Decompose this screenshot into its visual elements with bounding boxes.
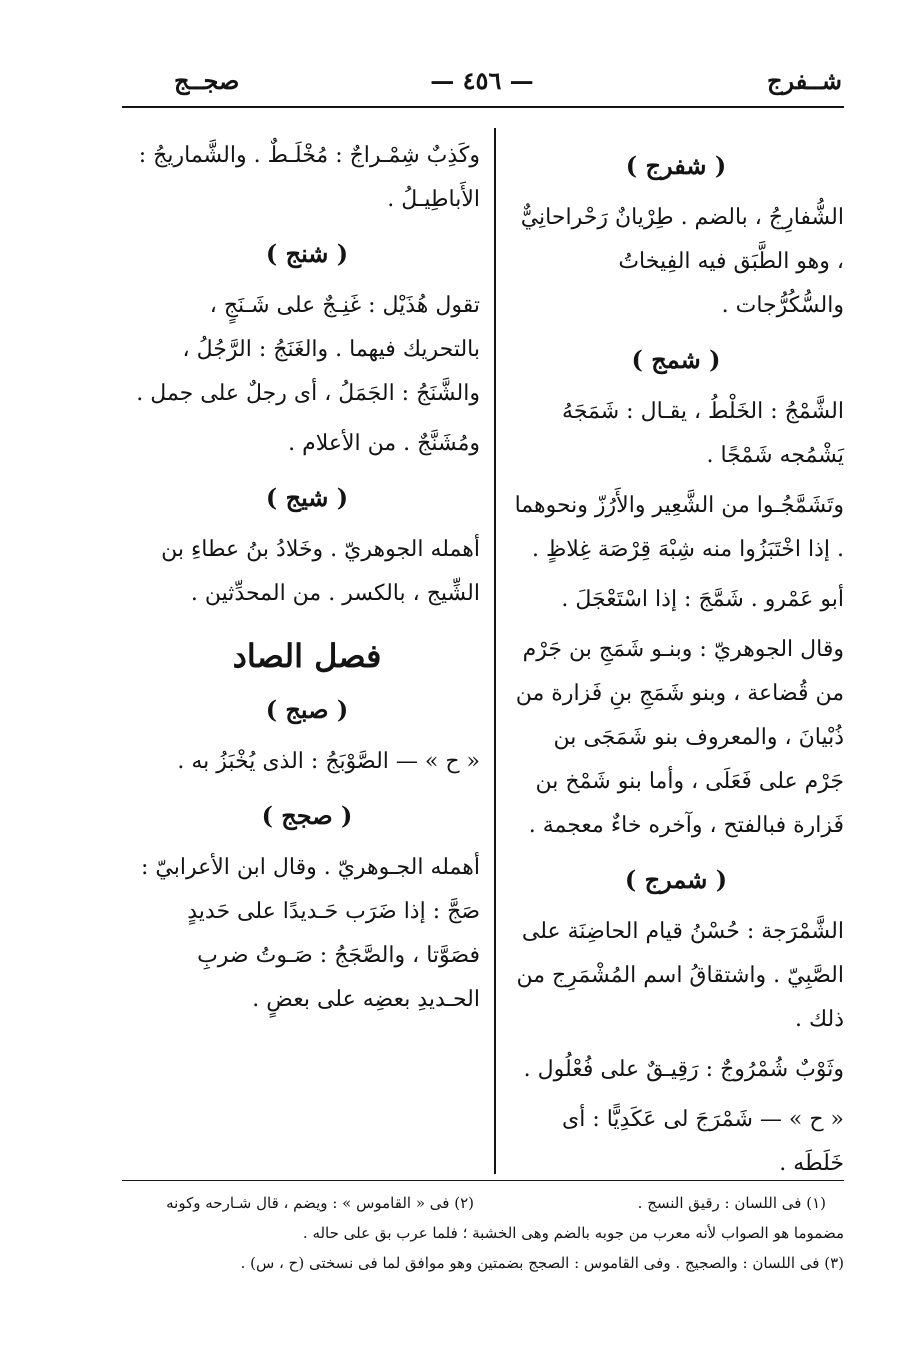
header-left-keyword: صجــج bbox=[174, 66, 240, 95]
entry-paragraph: ومُشَنَّجٌ . من الأعلام . bbox=[288, 431, 480, 456]
entry-paragraph: أهمله الجوهريّ . وخَلادُ بنُ عطاءِ بن الشِّيج ، بالكسر . من المحدِّثين . bbox=[161, 537, 480, 606]
entry-paragraph: أهمله الجـوهريّ . وقال ابن الأعرابيّ : صَجَّ : إذا ضَرَب حَـديدًا على حَديدٍ فصَوَّتا ، والصَّجَجُ : صَـوتُ ضربِ الحـديدِ بعضِه على بعضٍ . bbox=[141, 855, 480, 1012]
entry-paragraph: « ح » — الصَّوْبَجُ : الذى يُخْبَزُ به . bbox=[177, 749, 480, 774]
entry-paragraph: تقول هُذَيْل : غَنِـجٌ على شَـنَجٍ ، بالتحريك فيهما . والغَنَجُ : الرَّجُلُ ، والشَّنَجُ : الجَمَلُ ، أى رجلٌ على جمل . bbox=[136, 293, 480, 406]
footnote-rule bbox=[122, 1180, 844, 1181]
entry-heading: ( صجج ) bbox=[261, 801, 353, 830]
left-column bbox=[134, 134, 480, 1028]
entry-heading: ( شفرج ) bbox=[625, 151, 727, 180]
entry-paragraph: الشَّمْجُ : الخَلْطُ ، يقـال : شَمَجَهُ يَشْمُجه شَمْجًا . bbox=[562, 399, 844, 468]
entry-heading: ( شنج ) bbox=[265, 239, 349, 268]
entry-paragraph: « ح » — شَمْرَجَ لى عَكَدِيًّا : أى خَلَطَه . bbox=[562, 1107, 844, 1176]
entry-paragraph: وقال الجوهريّ : وبنـو شَمَجِ بن جَرْم من قُضاعة ، وبنو شَمَجِ بنِ فَزارة من ذُبْيانَ ، والمعروف بنو شَمَجَى بن جَرْم على فَعَلَى ، وأما بنو شَمْخ بن فَزارة فبالفتح ، وآخره خاءٌ معجمة . bbox=[515, 637, 844, 838]
entry-heading: ( صبج ) bbox=[265, 695, 349, 724]
column-divider bbox=[494, 128, 496, 1174]
header-rule bbox=[122, 106, 844, 108]
section-title: فصل الصاد bbox=[232, 637, 382, 675]
entry-paragraph: الشُّفارِجُ ، بالضم . طِرْيانٌ رَحْراحانِيٌّ ، وهو الطَّبَق فيه الفِيخاتُ والسُّكُرُّجات . bbox=[520, 205, 844, 318]
footnote-3: (٣) فى اللسان : والصجيج . وفى القاموس : الصجج بضمتين وهو موافق لما فى نسختى (ح ، س) . bbox=[240, 1254, 844, 1272]
page-header bbox=[122, 66, 842, 106]
footnote-2: (٢) فى « القاموس » : ويضم ، قال شـارحه وكونه bbox=[166, 1194, 474, 1212]
entry-paragraph: الشَّمْرَجة : حُسْنُ قيام الحاضِنَة على الصَّبِيّ . واشتقاقُ اسم المُشْمَرِج من ذلك . bbox=[516, 919, 844, 1032]
entry-heading: ( شيج ) bbox=[265, 483, 349, 512]
entry-paragraph: وتَشَمَّجُـوا من الشَّعِير والأَرُزّ ونحوهما . إذا اخْتَبَزُوا منه شِبْهَ قِرْصَة غِلاظٍ . bbox=[514, 493, 844, 562]
entry-heading: ( شمرج ) bbox=[624, 865, 728, 894]
right-column bbox=[508, 134, 844, 1192]
page-number: — ٤٥٦ — bbox=[430, 66, 534, 95]
header-right-keyword: شــفرج bbox=[766, 66, 842, 95]
footnote-1: (١) فى اللسان : رقيق النسج . bbox=[637, 1194, 826, 1212]
entry-paragraph: وكَذِبٌ شِمْـراجٌ : مُخْلَـطٌ . والشَّماريجُ : الأَباطِيـلُ . bbox=[138, 143, 480, 212]
entry-heading: ( شمج ) bbox=[631, 345, 721, 374]
entry-paragraph: وثَوْبٌ شُمْرُوجٌ : رَقِيـقٌ على فُعْلُول . bbox=[523, 1057, 844, 1082]
footnotes bbox=[122, 1188, 844, 1278]
entry-paragraph: أبو عَمْرو . شَمَّجَ : إذا اسْتَعْجَلَ . bbox=[561, 587, 844, 612]
footnote-2-continued: مضموما هو الصواب لأنه معرب من جوبه بالضم وهى الخشبة ؛ فلما عرب بق على حاله . bbox=[302, 1224, 844, 1242]
